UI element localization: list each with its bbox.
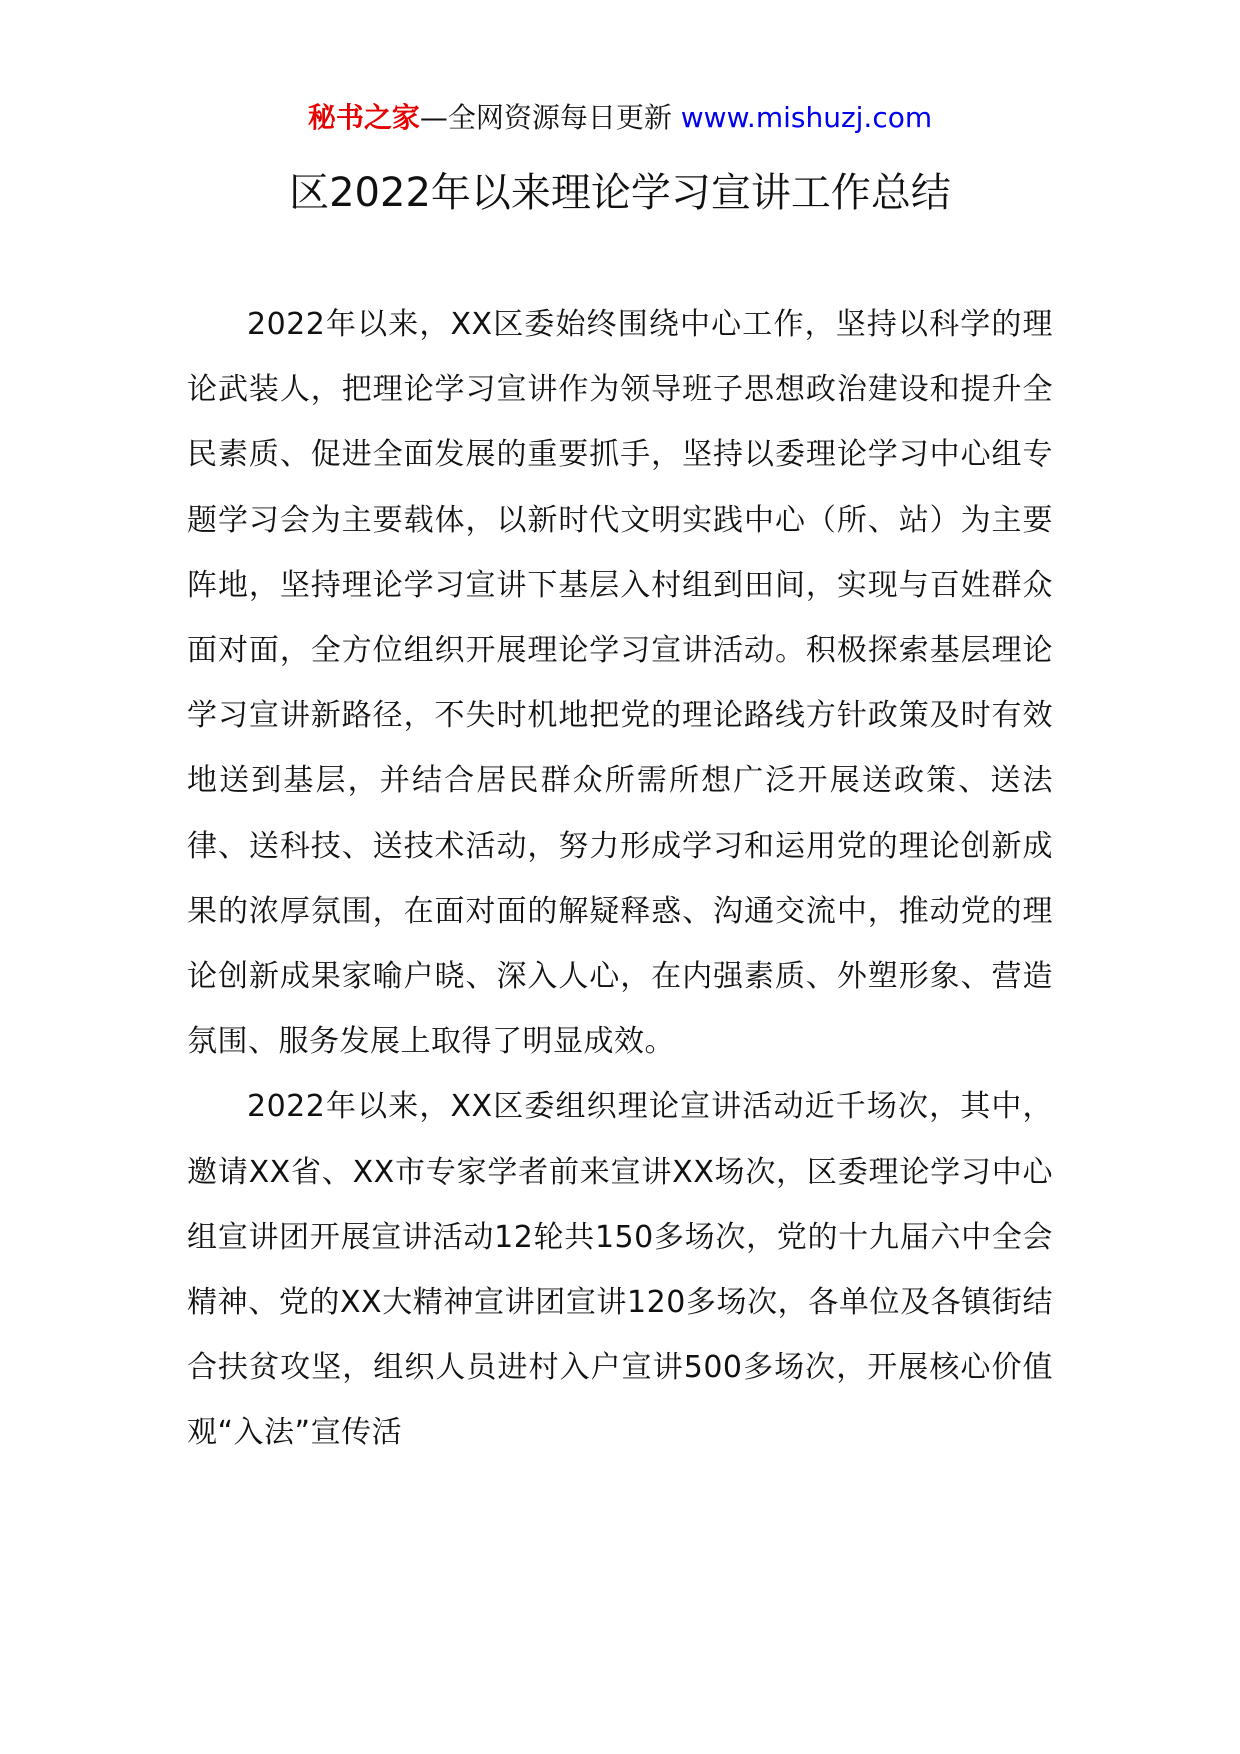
site-tagline: —全网资源每日更新 (419, 101, 681, 134)
body-paragraph-2: 2022年以来，XX区委组织理论宣讲活动近千场次，其中，邀请XX省、XX市专家学者前来宣讲XX场次，区委理论学习中心组宣讲团开展宣讲活动12轮共150多场次，党的十九届六中全会精神、党的XX大精神宣讲团宣讲120多场次，各单位及各镇街结合扶贫攻坚，组织人员进村入户宣讲500多场次，开展核心价值观“入法”宣传活 (187, 1089, 1053, 1451)
site-brand: 秘书之家 (307, 101, 420, 134)
site-header (0, 98, 1240, 138)
site-url-link[interactable]: www.mishuzj.com (680, 101, 933, 134)
document-title: 区2022年以来理论学习宣讲工作总结 (289, 170, 951, 216)
document-body (187, 292, 1053, 1466)
body-paragraph-1: 2022年以来，XX区委始终围绕中心工作，坚持以科学的理论武装人，把理论学习宣讲作为领导班子思想政治建设和提升全民素质、促进全面发展的重要抓手，坚持以委理论学习中心组专题学习会为主要载体，以新时代文明实践中心（所、站）为主要阵地，坚持理论学习宣讲下基层入村组到田间，实现与百姓群众面对面，全方位组织开展理论学习宣讲活动。积极探索基层理论学习宣讲新路径，不失时机地把党的理论路线方针政策及时有效地送到基层，并结合居民群众所需所想广泛开展送政策、送法律、送科技、送技术活动，努力形成学习和运用党的理论创新成果的浓厚氛围，在面对面的解疑释惑、沟通交流中，推动党的理论创新成果家喻户晓、深入人心，在内强素质、外塑形象、营造氛围、服务发展上取得了明显成效。 (187, 307, 1053, 1060)
